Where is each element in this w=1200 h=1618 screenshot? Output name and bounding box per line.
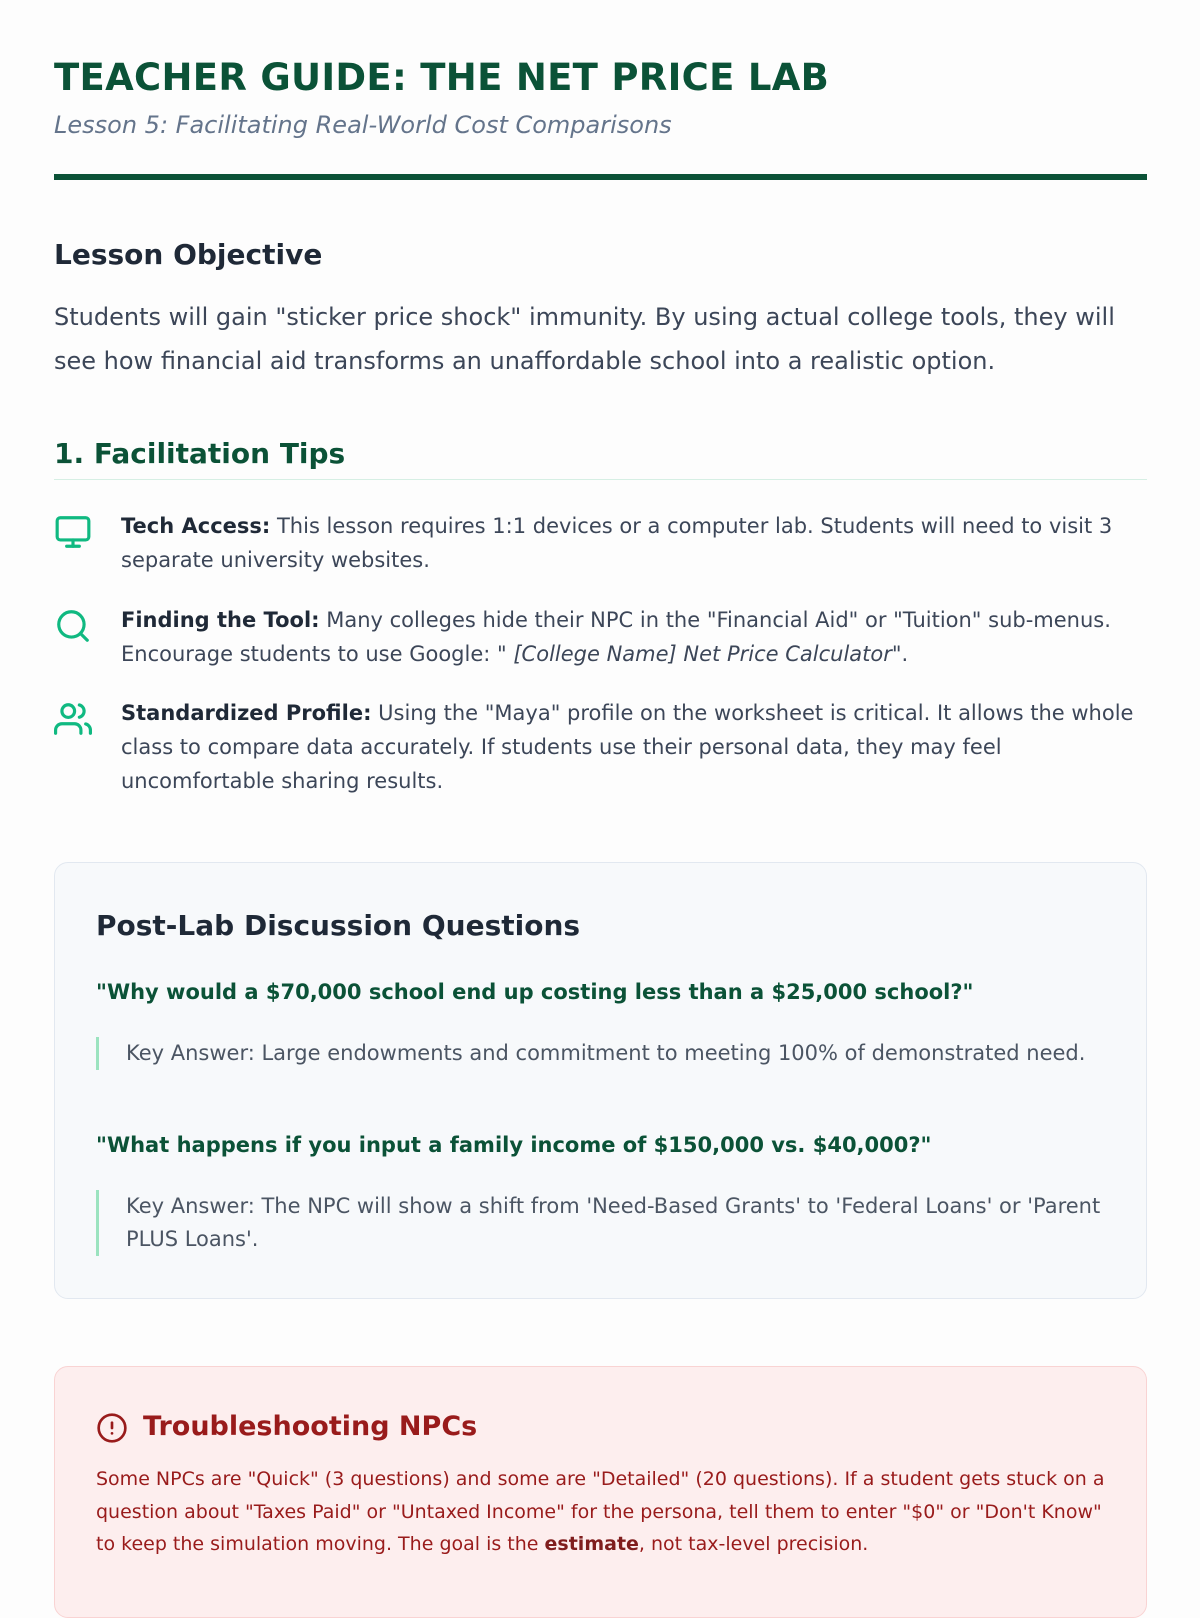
title-divider: [54, 174, 1147, 180]
objective-text: Students will gain "sticker price shock" immunity. By using actual college tools, they will see how financial aid transforms an unaffordable school into a realistic option.: [54, 303, 1115, 375]
discussion-answer: Key Answer: Large endowments and commitment to meeting 100% of demonstrated need.: [96, 1037, 1106, 1070]
troubleshooting-card: [54, 1366, 1147, 1618]
tip-text: [121, 509, 1147, 577]
tip-text: [121, 603, 1147, 671]
users-icon: [54, 700, 92, 738]
troubleshooting-emphasis: estimate: [544, 1533, 639, 1555]
tip-label: Finding the Tool:: [121, 608, 320, 632]
tip-end: .: [901, 642, 909, 666]
search-query: " [College Name] Net Price Calculator": [497, 642, 902, 666]
troubleshooting-heading: Troubleshooting NPCs: [143, 1411, 478, 1442]
discussion-question: "Why would a $70,000 school end up costing less than a $25,000 school?": [96, 980, 974, 1004]
alert-circle-icon: [96, 1412, 128, 1444]
tip-body: Many colleges hide their NPC in the "Financial Aid" or "Tuition" sub-menus. Encourage students to use Google:: [121, 608, 1111, 666]
tip-text: [121, 696, 1147, 798]
search-icon: [54, 607, 92, 645]
tip-body: Using the "Maya" profile on the worksheet is critical. It allows the whole class to compare data accurately. If students use their personal data, they may feel uncomfortable sharing results.: [121, 701, 1134, 793]
troubleshooting-text: [96, 1463, 1106, 1561]
troubleshooting-body: Some NPCs are "Quick" (3 questions) and some are "Detailed" (20 questions). If a student gets stuck on a question about "Taxes Paid" or "Untaxed Income" for the persona, tell them to enter "$0" or "Don't Know" to keep the simulation moving. The goal is the: [96, 1468, 1105, 1555]
section-divider: [54, 479, 1147, 480]
discussion-answer: Key Answer: The NPC will show a shift from 'Need-Based Grants' to 'Federal Loans' or 'Parent PLUS Loans'.: [96, 1190, 1106, 1256]
monitor-icon: [54, 513, 92, 551]
page-subtitle: Lesson 5: Facilitating Real-World Cost Comparisons: [54, 111, 672, 139]
discussion-heading: Post-Lab Discussion Questions: [96, 909, 581, 942]
objective-heading: Lesson Objective: [54, 238, 323, 271]
tip-label: Standardized Profile:: [121, 701, 372, 725]
discussion-question: "What happens if you input a family income of $150,000 vs. $40,000?": [96, 1133, 932, 1157]
discussion-card: [54, 862, 1147, 1299]
tip-body: This lesson requires 1:1 devices or a computer lab. Students will need to visit 3 separate university websites.: [121, 514, 1113, 572]
facilitation-heading: 1. Facilitation Tips: [54, 437, 346, 470]
troubleshooting-body-end: , not tax-level precision.: [638, 1533, 869, 1555]
page-title: TEACHER GUIDE: THE NET PRICE LAB: [54, 56, 830, 99]
tip-label: Tech Access:: [121, 514, 271, 538]
